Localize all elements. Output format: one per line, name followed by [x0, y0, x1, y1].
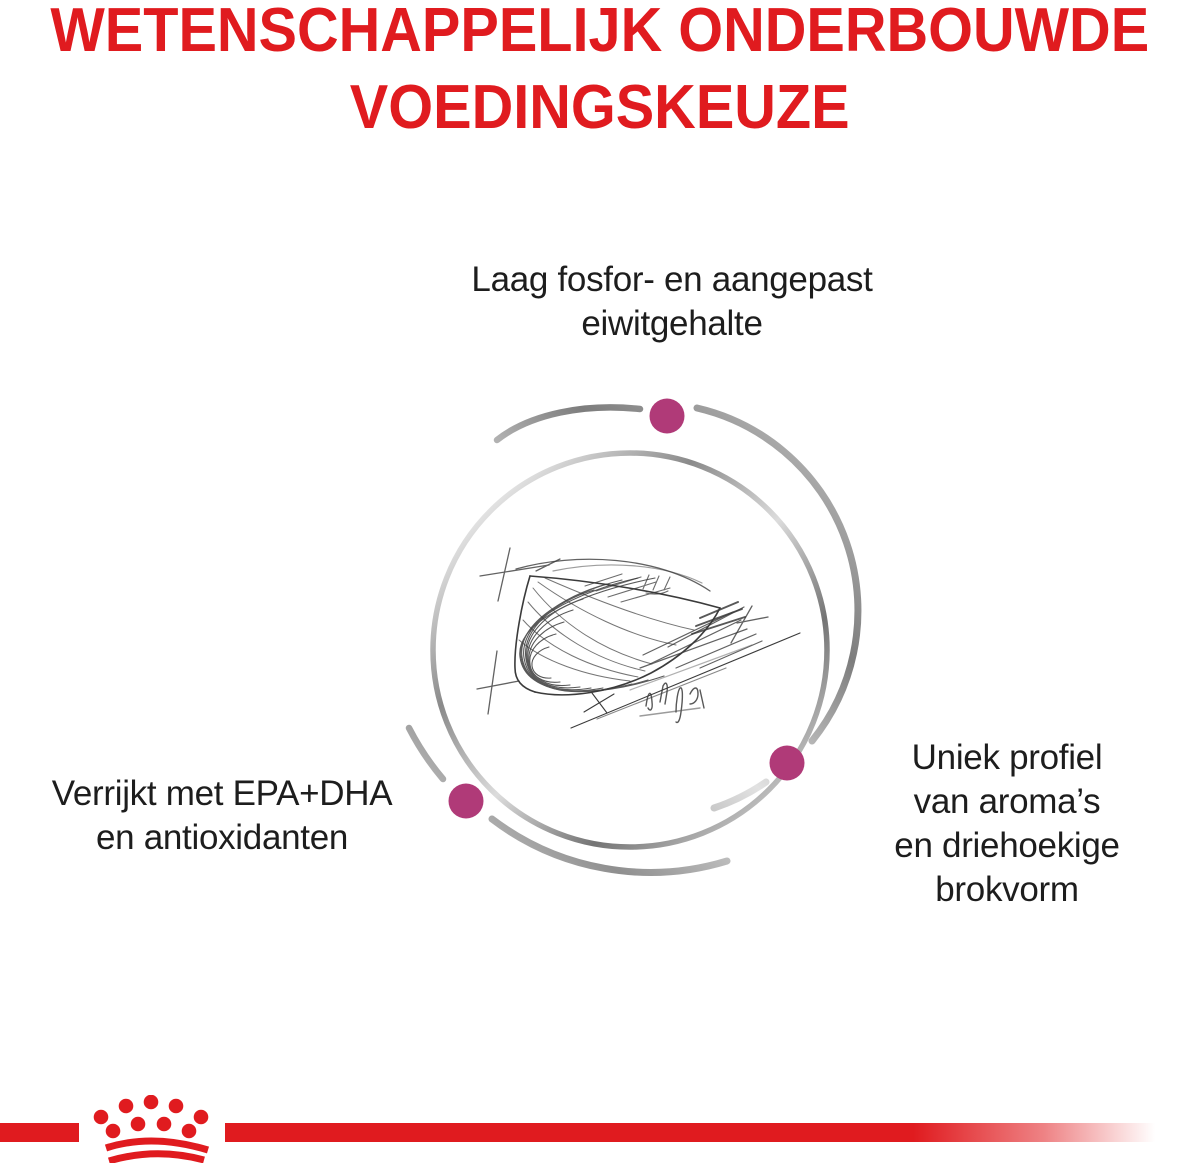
crown-band-upper — [106, 1141, 208, 1150]
feature-top-line-2: eiwitgehalte — [581, 304, 763, 343]
orbit-arc-bottom-right — [714, 782, 766, 808]
paw-pad-dot — [94, 1110, 109, 1125]
paw-pad-dot — [169, 1099, 184, 1114]
red-bar-right-segment — [225, 1123, 1155, 1142]
feature-label-top — [392, 258, 952, 346]
paw-pad-dot — [157, 1117, 172, 1132]
crown-bands — [106, 1141, 208, 1161]
orbit-arc-top-left — [497, 407, 640, 440]
paw-pad-dot — [119, 1099, 134, 1114]
node-dot-top — [650, 399, 685, 434]
orbit-arc-right — [697, 408, 858, 741]
paw-pad-dot — [144, 1095, 159, 1109]
paw-pad-dot — [131, 1117, 146, 1132]
orbit-arc-bottom-left — [409, 728, 443, 779]
headline-line-2: VOEDINGSKEUZE — [350, 73, 850, 142]
feature-left-line-2: en antioxidanten — [95, 818, 349, 857]
feature-right-line-1: Uniek profiel — [911, 738, 1103, 777]
paw-pad-dot — [182, 1124, 197, 1139]
feature-label-left — [0, 772, 444, 860]
inner-ring — [433, 453, 827, 847]
crown-logo — [85, 1095, 220, 1163]
node-dot-bottom-right — [770, 746, 805, 781]
crown-band-lower — [109, 1154, 204, 1161]
orbit-diagram — [395, 390, 900, 885]
feature-left-line-1: Verrijkt met EPA+DHA — [51, 774, 393, 813]
feature-top-line-1: Laag fosfor- en aangepast — [471, 260, 873, 299]
node-dot-bottom-left — [449, 784, 484, 819]
headline-line-1: WETENSCHAPPELIJK ONDERBOUWDE — [50, 0, 1150, 65]
feature-right-line-4: brokvorm — [935, 870, 1079, 909]
headline — [0, 0, 1200, 146]
paw-pad-dot — [106, 1124, 121, 1139]
feature-right-line-2: van aroma’s — [913, 782, 1101, 821]
feature-right-line-3: en driehoekige — [894, 826, 1120, 865]
crown-paw-dots — [94, 1095, 209, 1138]
kibble-sketch — [477, 548, 800, 728]
red-bar-left-segment — [0, 1123, 79, 1142]
paw-pad-dot — [194, 1110, 209, 1125]
